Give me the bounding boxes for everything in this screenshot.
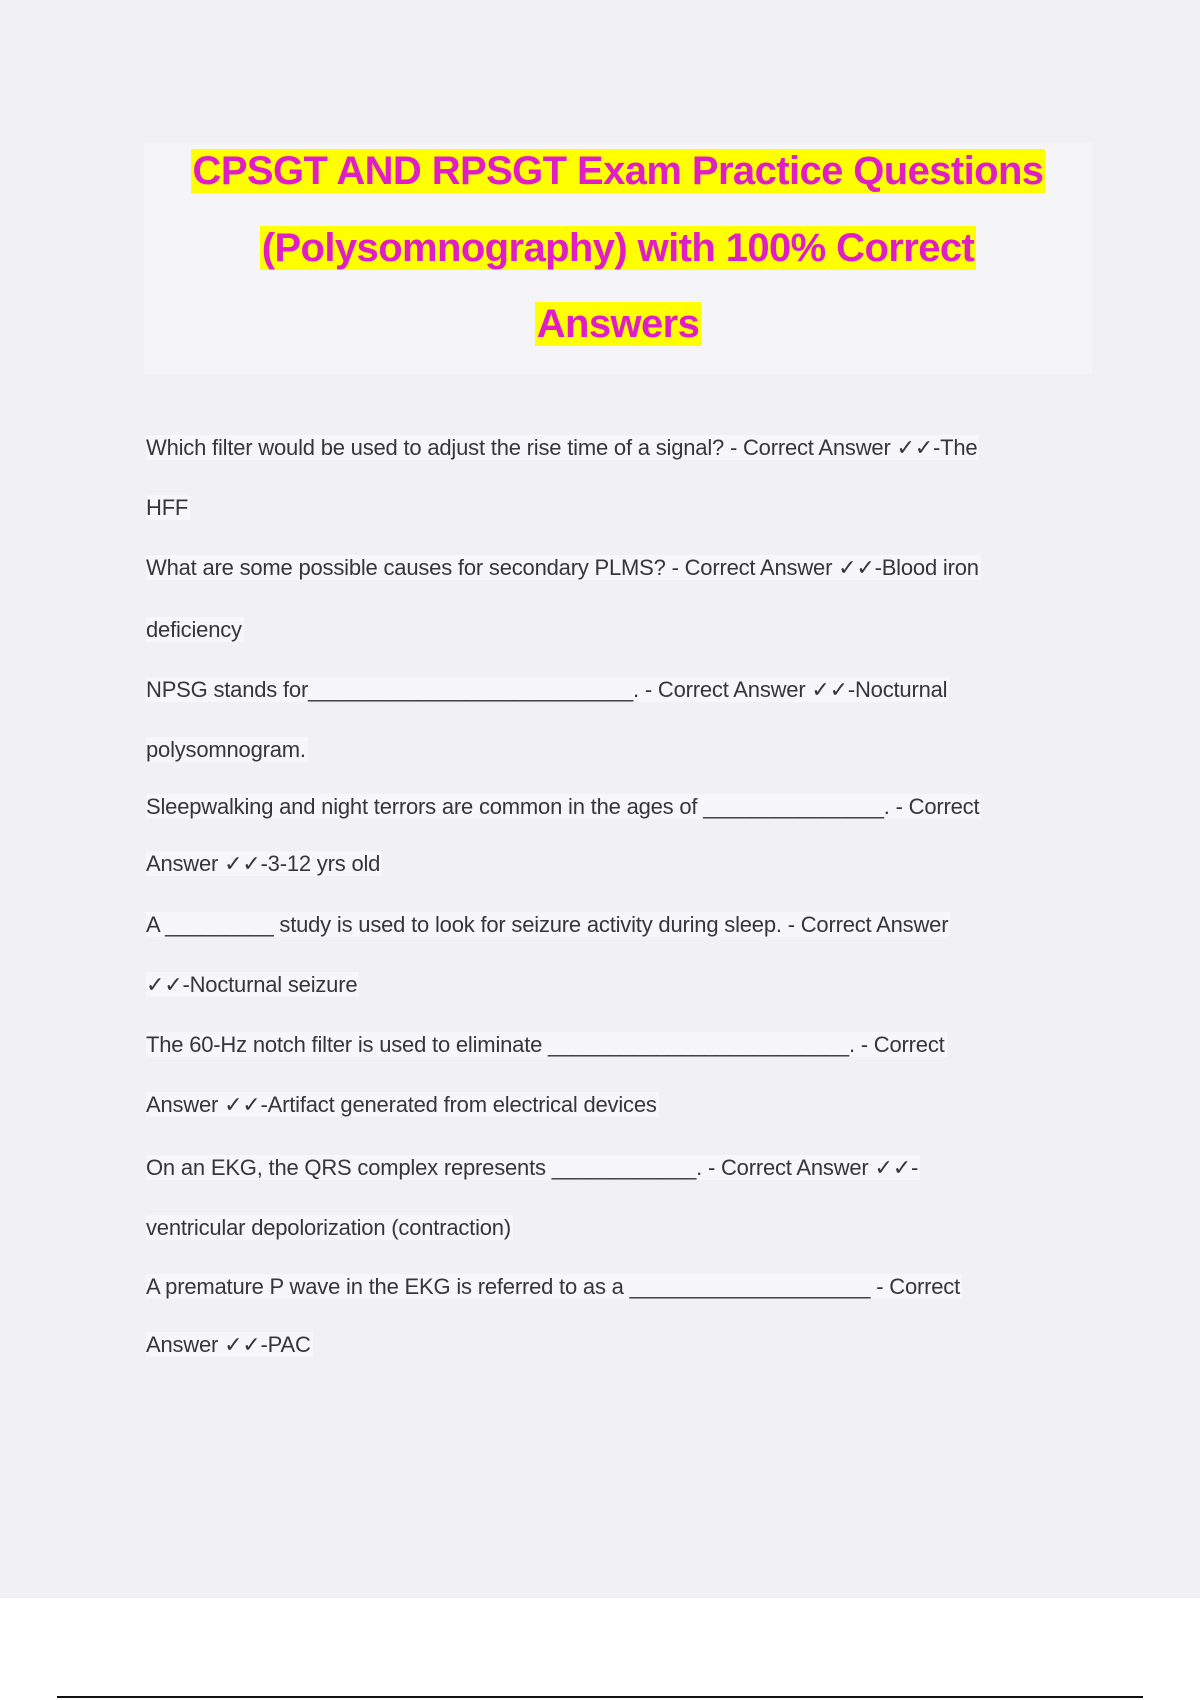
qa-line	[146, 551, 981, 585]
qa-line-text: Sleepwalking and night terrors are common in the ages of _______________. - Correct	[146, 794, 980, 819]
qa-line	[146, 968, 359, 1002]
qa-line-text: Answer ✓✓-PAC	[146, 1332, 311, 1357]
qa-line-text: A premature P wave in the EKG is referred to as a ____________________ - Correct	[146, 1274, 960, 1299]
qa-line-text: Which filter would be used to adjust the rise time of a signal? - Correct Answer ✓✓-The	[146, 435, 978, 460]
footer-divider	[57, 1696, 1143, 1698]
qa-line-text: A _________ study is used to look for seizure activity during sleep. - Correct Answer	[146, 912, 949, 937]
qa-line	[146, 1151, 920, 1185]
qa-line	[146, 613, 244, 647]
qa-line	[146, 790, 981, 824]
title-line-3	[144, 299, 1092, 349]
qa-line	[146, 1028, 947, 1062]
document-title-block	[144, 143, 1092, 375]
qa-line	[146, 847, 382, 881]
qa-line	[146, 1088, 659, 1122]
qa-line	[146, 1270, 962, 1304]
qa-line-text: ✓✓-Nocturnal seizure	[146, 972, 358, 997]
title-line-2	[144, 223, 1092, 273]
qa-line-text: What are some possible causes for secondary PLMS? - Correct Answer ✓✓-Blood iron	[146, 555, 979, 580]
title-line-1	[144, 146, 1092, 196]
qa-line	[146, 673, 949, 707]
qa-line	[146, 431, 979, 465]
qa-line-text: NPSG stands for___________________________. - Correct Answer ✓✓-Nocturnal	[146, 677, 948, 702]
title-text-3: Answers	[536, 302, 700, 346]
qa-line-text: Answer ✓✓-3-12 yrs old	[146, 851, 381, 876]
title-text-1: CPSGT AND RPSGT Exam Practice Questions	[192, 149, 1044, 193]
qa-line-text: On an EKG, the QRS complex represents ____________. - Correct Answer ✓✓-	[146, 1155, 919, 1180]
qa-line-text: The 60-Hz notch filter is used to eliminate _________________________. - Correct	[146, 1032, 945, 1057]
qa-line	[146, 1211, 513, 1245]
qa-line-text: deficiency	[146, 617, 242, 642]
qa-line-text: ventricular depolorization (contraction)	[146, 1215, 511, 1240]
qa-line	[146, 908, 950, 942]
qa-line-text: polysomnogram.	[146, 737, 306, 762]
qa-line	[146, 1328, 313, 1362]
qa-line-text: Answer ✓✓-Artifact generated from electrical devices	[146, 1092, 657, 1117]
title-text-2: (Polysomnography) with 100% Correct	[261, 226, 975, 270]
qa-line-text: HFF	[146, 495, 189, 520]
qa-line	[146, 733, 308, 767]
qa-line	[146, 491, 190, 525]
